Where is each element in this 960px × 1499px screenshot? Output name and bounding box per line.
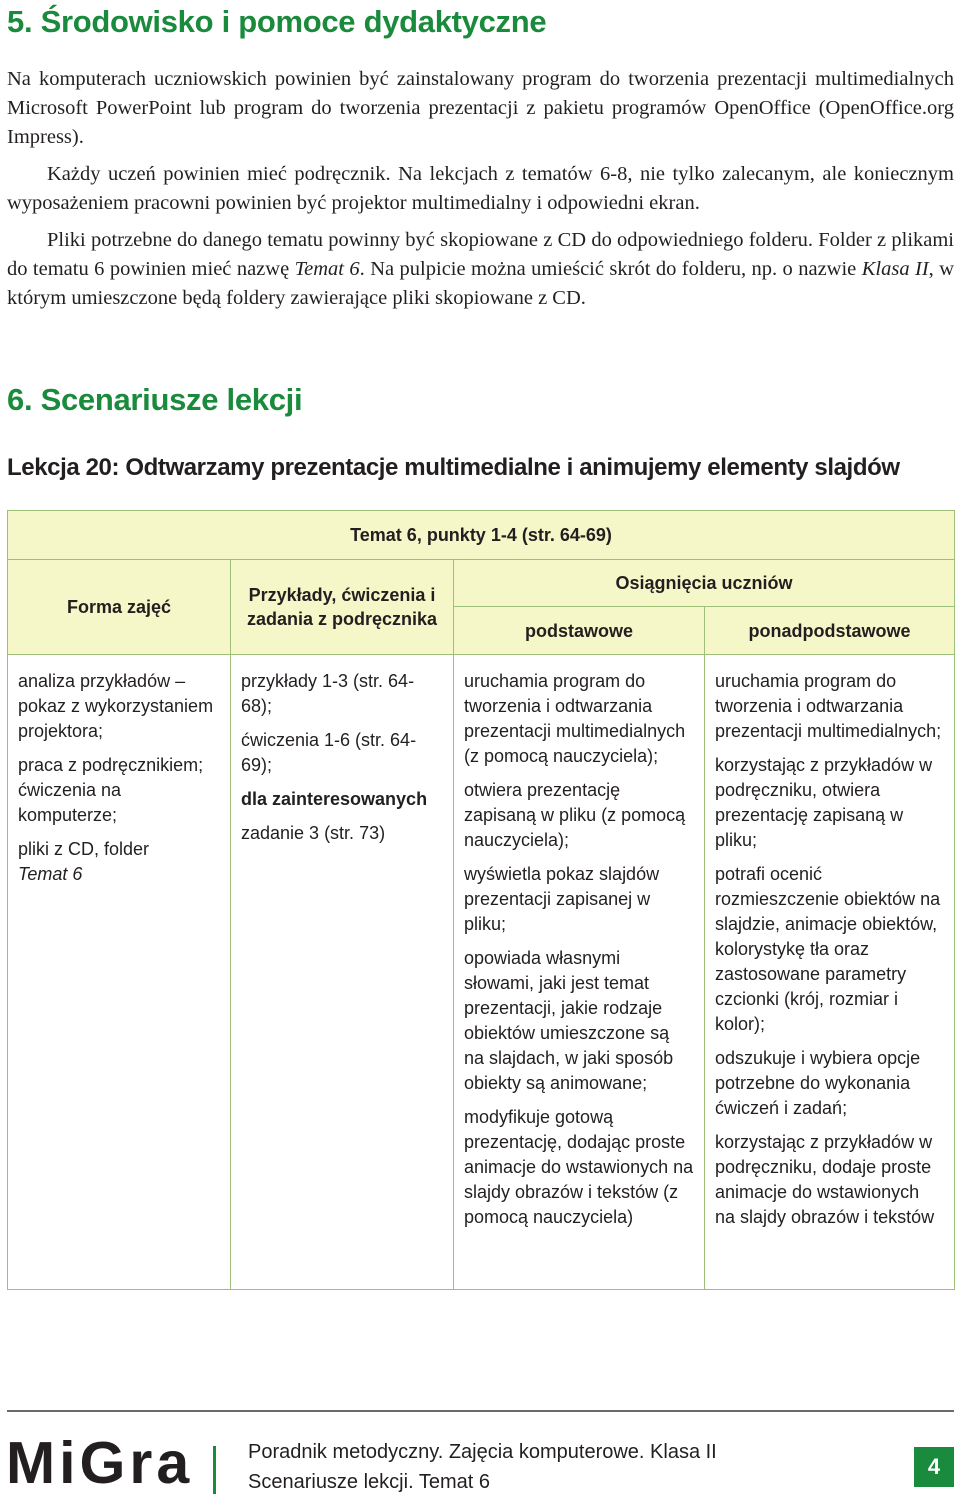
podstawowe-item: opowiada własnymi słowami, jaki jest temat prezentacji, jakie rodzaje obiektów umieszczone są na slajdach, w jaki sposób obiekty są animowane; bbox=[464, 948, 674, 1093]
footer-separator bbox=[213, 1446, 216, 1494]
forma-item: analiza przykładów – pokaz z wykorzystaniem projektora; bbox=[18, 671, 214, 741]
cell-przyklady bbox=[231, 655, 454, 1290]
folder-name-klasa2: Klasa II bbox=[861, 258, 929, 280]
ponadpodstawowe-item: korzystając z przykładów w podręczniku, dodaje proste animacje do wstawionych na slajdy obrazów i tekstów bbox=[715, 1132, 935, 1227]
przyklady-item: ćwiczenia 1-6 (str. 64-69); bbox=[241, 730, 417, 775]
lesson-title: Lekcja 20: Odtwarzamy prezentacje multimedialne i animujemy elementy slajdów bbox=[7, 454, 900, 481]
files-text-3: , w którym umieszczone będą foldery zawierające pliki skopiowane z CD. bbox=[7, 258, 955, 309]
section-6-heading: 6. Scenariusze lekcji bbox=[7, 382, 303, 417]
ponadpodstawowe-item: uruchamia program do tworzenia i odtwarzania prezentacji multimedialnych; bbox=[715, 671, 942, 741]
podstawowe-item: modyfikuje gotową prezentację, dodając proste animacje do wstawionych na slajdy obrazów i tekstów (z pomocą nauczyciela) bbox=[464, 1107, 694, 1227]
cell-forma bbox=[8, 655, 231, 1290]
lesson-plan-table bbox=[7, 510, 955, 1290]
section-5-heading: 5. Środowisko i pomoce dydaktyczne bbox=[7, 4, 547, 39]
paragraph-software: Na komputerach uczniowskich powinien być zainstalowany program do tworzenia prezentacji multimedialnych Microsoft PowerPoint lub program do tworzenia prezentacji z pakietu programów OpenOffice (OpenOffice.org Impress). bbox=[7, 68, 954, 148]
section-5-body bbox=[7, 65, 954, 321]
footer-book-title: Poradnik metodyczny. Zajęcia komputerowe. Klasa II bbox=[248, 1441, 717, 1463]
forma-item bbox=[18, 837, 220, 887]
folder-name-temat6: Temat 6 bbox=[294, 258, 360, 280]
publisher-logo: MiGra bbox=[6, 1430, 194, 1496]
forma-item-folder: Temat 6 bbox=[18, 864, 83, 884]
podstawowe-item: uruchamia program do tworzenia i odtwarzania prezentacji multimedialnych (z pomocą nauczyciela); bbox=[464, 671, 686, 766]
cell-podstawowe bbox=[454, 655, 705, 1290]
przyklady-item: przykłady 1-3 (str. 64-68); bbox=[241, 671, 415, 716]
podstawowe-item: wyświetla pokaz slajdów prezentacji zapisanej w pliku; bbox=[464, 864, 660, 934]
header-podstawowe: podstawowe bbox=[454, 607, 705, 655]
podstawowe-item: otwiera prezentację zapisaną w pliku (z pomocą nauczyciela); bbox=[464, 780, 686, 850]
forma-item-text: pliki z CD, folder bbox=[18, 839, 150, 859]
ponadpodstawowe-item: odszukuje i wybiera opcje potrzebne do wykonania ćwiczeń i zadań; bbox=[715, 1048, 921, 1118]
przyklady-item: zadanie 3 (str. 73) bbox=[241, 823, 386, 843]
ponadpodstawowe-item: korzystając z przykładów w podręczniku, otwiera prezentację zapisaną w pliku; bbox=[715, 755, 933, 850]
cell-ponadpodstawowe bbox=[705, 655, 955, 1290]
header-forma: Forma zajęć bbox=[8, 560, 231, 655]
header-przyklady: Przykłady, ćwiczenia i zadania z podręcznika bbox=[231, 560, 454, 655]
ponadpodstawowe-item: potrafi ocenić rozmieszczenie obiektów na slajdzie, animacje obiektów, kolorystykę tła oraz zastosowane parametry czcionki (krój, rozmiar i kolor); bbox=[715, 864, 941, 1034]
topic-header: Temat 6, punkty 1-4 (str. 64-69) bbox=[8, 511, 955, 560]
przyklady-item-optional-label: dla zainteresowanych bbox=[241, 789, 428, 809]
files-text-2: . Na pulpicie można umieścić skrót do folderu, np. o nazwie bbox=[359, 258, 862, 280]
header-osiagniecia: Osiągnięcia uczniów bbox=[454, 560, 955, 607]
paragraph-textbook: Każdy uczeń powinien mieć podręcznik. Na lekcjach z tematów 6-8, nie tylko zalecanym, ale koniecznym wyposażeniem pracowni powinien być projektor multimedialny i odpowiedni ekran. bbox=[7, 163, 954, 214]
forma-item: praca z podręcznikiem; ćwiczenia na komputerze; bbox=[18, 755, 204, 825]
page-number-badge: 4 bbox=[914, 1447, 954, 1487]
header-ponadpodstawowe: ponadpodstawowe bbox=[705, 607, 955, 655]
files-text-1: Pliki potrzebne do danego tematu powinny być skopiowane z CD do odpowiedniego folderu. Folder z plikami do tematu 6 powinien mieć nazwę bbox=[7, 229, 954, 280]
footer-divider bbox=[7, 1410, 954, 1412]
paragraph-files bbox=[7, 226, 954, 313]
footer-chapter-title: Scenariusze lekcji. Temat 6 bbox=[248, 1471, 490, 1493]
